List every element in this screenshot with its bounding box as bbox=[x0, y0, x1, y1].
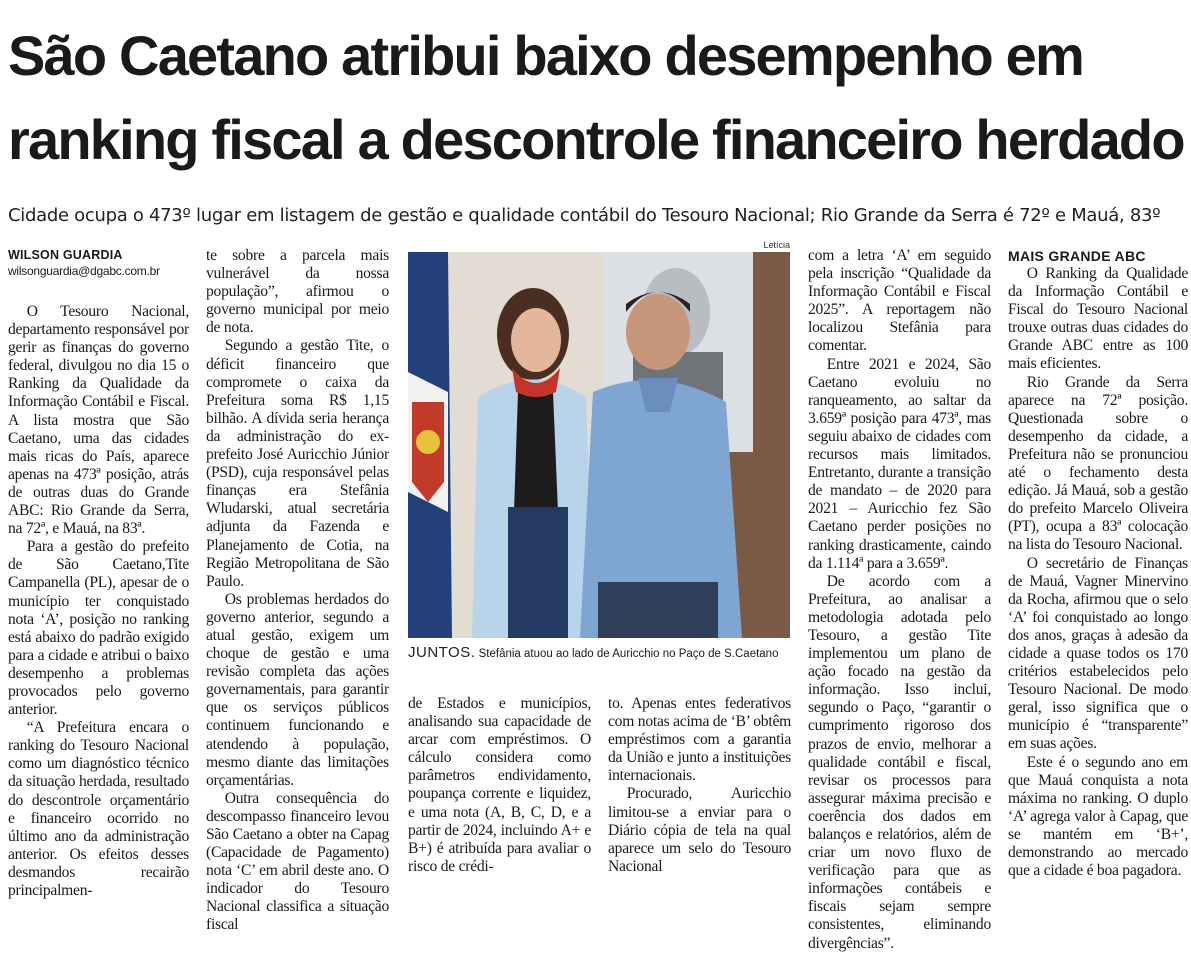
paragraph: O secretário de Finanças de Mauá, Vagner Minervino da Rocha, afirmou que o selo ‘A’ foi conquistado ao longo dos anos, graças à adesão da cidade a quase todos os 170 critérios estabelecidos pelo Tesouro Nacional. De modo geral, isso significa que o município é “transparente” em suas ações. bbox=[1008, 554, 1188, 753]
section-heading: MAIS GRANDE ABC bbox=[1008, 248, 1146, 264]
paragraph: Para a gestão do prefeito de São Caetano,Tite Campanella (PL), apesar de o município ter conquistado nota ‘A’, posição no ranking está abaixo do padrão exigido para a cidade e atribui o baixo desempenho a problemas provocados pelo governo anterior. bbox=[8, 538, 189, 719]
column-4-top bbox=[808, 247, 991, 953]
author-email[interactable]: wilsonguardia@dgabc.com.br bbox=[8, 264, 160, 278]
paragraph: Segundo a gestão Tite, o déficit financeiro que compromete o caixa da Prefeitura soma R$ 1,15 bilhão. A dívida seria herança da administração do ex-prefeito José Auricchio Júnior (PSD), cuja responsável pelas finanças era Stefânia Wludarski, atual secretária adjunta da Fazenda e Planejamento de Cotia, na Região Metropolitana de São Paulo. bbox=[206, 337, 389, 590]
headline: São Caetano atribui baixo desempenho em ranking fiscal a descontrole financeiro herdado bbox=[8, 24, 1184, 171]
column-5 bbox=[1008, 247, 1188, 880]
paragraph: de Estados e municípios, analisando sua capacidade de arcar com empréstimos. O cálculo considera como parâmetros endividamento, poupança corrente e liquidez, e uma nota (A, B, C, D, e a partir de 2024, incluindo A+ e B+) é atribuída para avaliar o risco de crédi- bbox=[408, 695, 591, 875]
photo-illustration bbox=[408, 252, 790, 638]
paragraph: Rio Grande da Serra aparece na 72ª posição. Questionada sobre o desempenho da cidade, a Prefeitura não se pronunciou até o fechamento desta edição. Já Mauá, sob a gestão do prefeito Marcelo Oliveira (PT), ocupa a 83ª colocação na lista do Tesouro Nacional. bbox=[1008, 373, 1188, 554]
column-3 bbox=[408, 695, 591, 876]
paragraph: te sobre a parcela mais vulnerável da nossa população”, afirmou o governo municipal por meio de nota. bbox=[206, 247, 389, 337]
paragraph: Este é o segundo ano em que Mauá conquista a nota máxima no ranking. O duplo ‘A’ agrega valor à Capag, que se mantém em ‘B+’, demonstrando ao mercado que a cidade é boa pagadora. bbox=[1008, 753, 1188, 880]
article-photo bbox=[408, 252, 790, 638]
paragraph: Procurado, Auricchio limitou-se a enviar para o Diário cópia de tela na qual aparece um selo do Tesouro Nacional bbox=[608, 785, 791, 875]
photo-credit: Letícia bbox=[763, 240, 790, 250]
paragraph: Entre 2021 e 2024, São Caetano evoluiu no ranqueamento, ao saltar da 3.659ª posição para 473ª, mas seguiu abaixo de cidades com recursos mais limitados. Entretanto, durante a transição de mandato – de 2020 para 2021 – Auricchio fez São Caetano perder posições no ranking drasticamente, caindo da 1.114ª para a 3.659ª. bbox=[808, 355, 991, 572]
caption-kicker: JUNTOS. bbox=[408, 644, 476, 661]
byline: WILSON GUARDIA bbox=[8, 248, 123, 262]
paragraph: “A Prefeitura encara o ranking do Tesouro Nacional como um diagnóstico técnico da situação herdada, resultado do descontrole orçamentário e financeiro ocorrido no último ano da administração anterior. Os efeitos desses desmandos recairão principalmen- bbox=[8, 719, 189, 899]
caption-text: Stefânia atuou ao lado de Auricchio no Paço de S.Caetano bbox=[478, 648, 779, 660]
paragraph: Os problemas herdados do governo anterior, segundo a atual gestão, exigem um choque de gestão e uma revisão completa das ações governamentais, para garantir que os serviços públicos continuem funcionando e atendendo à população, mesmo diante das limitações orçamentárias. bbox=[206, 590, 389, 789]
paragraph: Outra consequência do descompasso financeiro levou São Caetano a obter na Capag (Capacidade de Pagamento) nota ‘C’ em abril deste ano. O indicador do Tesouro Nacional classifica a situação fiscal bbox=[206, 789, 389, 934]
column-2 bbox=[206, 247, 389, 935]
paragraph: O Tesouro Nacional, departamento responsável por gerir as finanças do governo federal, divulgou no dia 15 o Ranking da Qualidade da Informação Contábil e Fiscal. A lista mostra que São Caetano, uma das cidades mais ricas do País, aparece apenas na 473ª posição, atrás de outras duas do Grande ABC: Rio Grande da Serra, na 72ª, e Mauá, na 83ª. bbox=[8, 303, 189, 538]
paragraph: De acordo com a Prefeitura, ao analisar a metodologia adotada pelo Tesouro, a gestão Tite implementou um plano de ação focado na gestão da informação. Isso inclui, segundo o Paço, “garantir o cumprimento rigoroso dos prazos de envio, melhorar a qualidade contábil e fiscal, revisar os processos para assegurar máxima precisão e coerência dos dados em balanços e relatórios, além de criar um novo fluxo de verificação para que as informações contábeis e fiscais sejam sempre consistentes, eliminando divergências”. bbox=[808, 572, 991, 952]
subheadline: Cidade ocupa o 473º lugar em listagem de gestão e qualidade contábil do Tesouro Nacional; Rio Grande da Serra é 72º e Mauá, 83º bbox=[8, 205, 1161, 226]
paragraph: O Ranking da Qualidade da Informação Contábil e Fiscal do Tesouro Nacional trouxe outras duas cidades do Grande ABC entre as 100 mais eficientes. bbox=[1008, 265, 1188, 373]
photo-caption bbox=[408, 645, 798, 662]
column-1 bbox=[8, 247, 189, 900]
paragraph: to. Apenas entes federativos com notas acima de ‘B’ obtêm empréstimos com a garantia da União e junto a instituições internacionais. bbox=[608, 695, 791, 785]
paragraph: com a letra ‘A’ em seguido pela inscrição “Qualidade da Informação Contábil e Fiscal 2025”. A reportagem não localizou Stefânia para comentar. bbox=[808, 247, 991, 355]
column-4-bottom bbox=[608, 695, 791, 876]
